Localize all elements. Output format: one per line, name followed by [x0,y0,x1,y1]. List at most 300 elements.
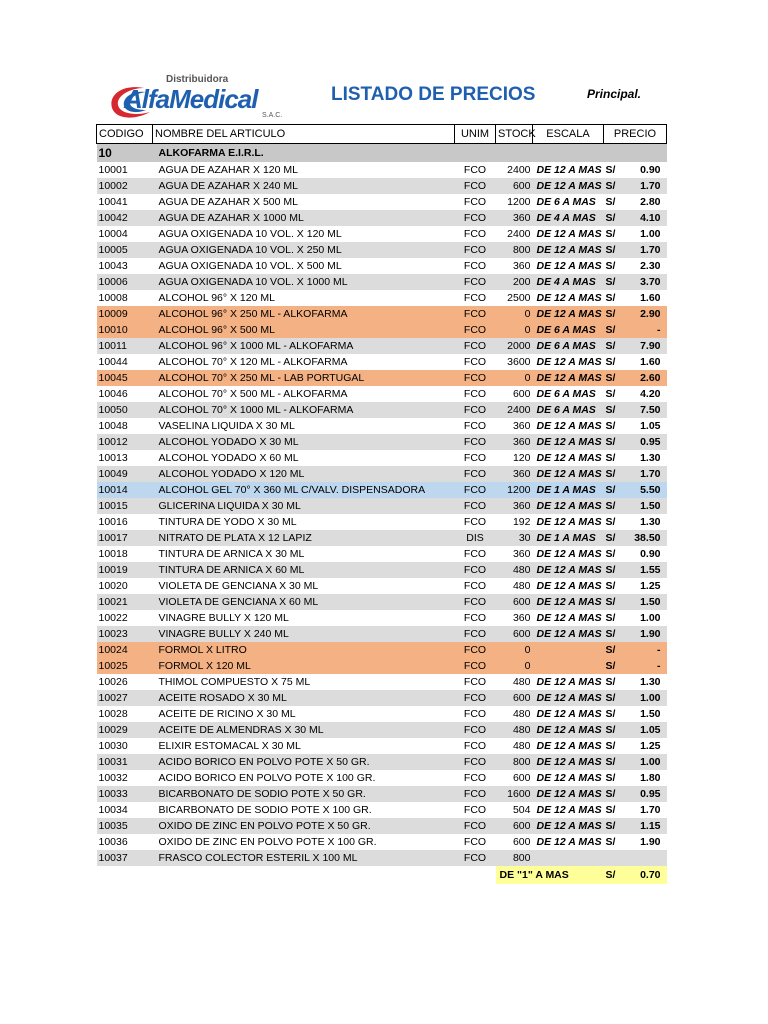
cell-unim: FCO [463,804,487,816]
cell-unim: FCO [455,466,496,482]
cell-price: 1.55 [626,562,667,578]
table-row [97,818,667,834]
cell-escala: DE 12 A MAS [536,772,602,784]
cell-escala: DE 12 A MAS [533,498,604,514]
cell-stock: 800 [496,754,533,770]
table-row [97,690,667,706]
cell-stock: 2400 [507,164,531,176]
cell-currency: S/ [604,530,626,546]
cell-price: 1.00 [640,228,661,240]
cell-currency: S/ [604,498,626,514]
cell-currency: S/ [605,420,616,432]
cell-name: ACIDO BORICO EN POLVO POTE X 100 GR. [158,772,376,784]
table-row [97,706,667,722]
cell-name: FORMOL X LITRO [153,642,455,658]
cell-code: 10027 [97,690,153,706]
cell-name: ALCOHOL 96° X 1000 ML - ALKOFARMA [153,338,455,354]
cell-unim: FCO [463,708,487,720]
cell-currency: S/ [604,274,626,290]
table-row [97,626,667,642]
cell-name: VIOLETA DE GENCIANA X 30 ML [158,580,319,592]
cell-name: TINTURA DE YODO X 30 ML [158,516,297,528]
table-row [97,786,667,802]
cell-currency: S/ [605,772,616,784]
cell-unim: FCO [455,754,496,770]
cell-code: 10041 [98,196,128,208]
cell-unim: FCO [455,642,496,658]
cell-unim: FCO [463,196,487,208]
cell-unim: FCO [455,658,496,674]
cell-currency: S/ [604,242,626,258]
cell-stock: 600 [496,178,533,194]
cell-code: 10001 [98,164,128,176]
cell-stock: 200 [496,274,533,290]
cell-name: AGUA OXIGENADA 10 VOL. X 250 ML [153,242,455,258]
cell-unim: FCO [463,676,487,688]
cell-escala: DE 1 A MAS [533,530,604,546]
cell-stock: 2400 [496,402,533,418]
cell-code: 10006 [97,274,153,290]
cell-price: 0.90 [640,548,661,560]
cell-unim: FCO [455,850,496,866]
table-row [97,754,667,770]
cell-code: 10016 [98,516,128,528]
cell-stock: 360 [512,548,531,560]
cell-stock: 0 [496,370,533,386]
cell-unim: FCO [455,722,496,738]
cell-currency: S/ [604,434,626,450]
cell-currency: S/ [604,210,626,226]
cell-stock: 0 [496,642,533,658]
cell-stock: 600 [512,388,531,400]
cell-unim: FCO [455,594,496,610]
table-row [97,482,667,498]
cell-name: BICARBONATO DE SODIO POTE X 100 GR. [158,804,372,816]
cell-escala: DE 12 A MAS [533,626,604,642]
cell-stock: 480 [512,740,531,752]
cell-currency: S/ [605,516,616,528]
cell-stock: 360 [512,420,531,432]
page-title: LISTADO DE PRECIOS [331,84,536,105]
cell-price: 1.90 [640,836,661,848]
cell-name: TINTURA DE ARNICA X 30 ML [158,548,305,560]
branch-label: Principal. [587,87,642,101]
cell-code: 10024 [97,642,153,658]
cell-name: THIMOL COMPUESTO X 75 ML [158,676,311,688]
cell-escala: DE 12 A MAS [533,178,604,194]
cell-stock: 360 [512,612,531,624]
cell-unim: FCO [455,786,496,802]
cell-escala: DE 12 A MAS [533,786,604,802]
cell-stock: 504 [512,804,531,816]
cell-name: FORMOL X 120 ML [153,658,455,674]
cell-price: 38.50 [626,530,667,546]
cell-code: 10049 [97,466,153,482]
cell-stock: 1200 [496,482,533,498]
cell-code: 10008 [98,292,128,304]
cell-escala: DE 12 A MAS [536,740,602,752]
cell-code: 10043 [98,260,128,272]
table-row [97,514,667,530]
cell-stock: 600 [512,836,531,848]
cell-stock: 120 [512,452,531,464]
cell-price: 1.70 [626,242,667,258]
cell-stock: 360 [496,498,533,514]
col-header-unim: UNIM [455,125,496,144]
col-header-codigo: CODIGO [97,125,153,144]
cell-price: - [626,322,667,338]
cell-code: 10019 [97,562,153,578]
cell-price: 2.60 [626,370,667,386]
cell-price: 1.00 [626,690,667,706]
cell-name: VINAGRE BULLY X 240 ML [153,626,455,642]
cell-escala: DE 12 A MAS [536,836,602,848]
cell-currency: S/ [604,402,626,418]
cell-price: 1.50 [626,594,667,610]
cell-unim: FCO [455,818,496,834]
table-row [97,466,667,482]
cell-price: 3.70 [626,274,667,290]
cell-escala: DE 4 A MAS [533,274,604,290]
cell-escala: DE 12 A MAS [533,722,604,738]
price-table [96,124,667,884]
cell-escala: DE 6 A MAS [533,322,604,338]
cell-currency: S/ [604,626,626,642]
cell-stock: 360 [496,466,533,482]
cell-escala: DE 12 A MAS [536,580,602,592]
cell-name: ACEITE ROSADO X 30 ML [153,690,455,706]
table-row [97,850,667,866]
cell-stock: 600 [496,626,533,642]
cell-currency: S/ [605,196,616,208]
cell-price: - [626,642,667,658]
footer-spacer [97,866,496,884]
cell-escala [533,642,604,658]
cell-price: 7.90 [626,338,667,354]
cell-price: 1.60 [640,292,661,304]
cell-currency: S/ [604,178,626,194]
cell-stock: 360 [512,260,531,272]
cell-code: 10023 [97,626,153,642]
cell-unim: FCO [455,690,496,706]
cell-price: 4.10 [626,210,667,226]
table-row [97,450,667,466]
cell-code: 10037 [97,850,153,866]
cell-price [626,850,667,866]
logo-brand-name: AlfaMedical [124,84,258,114]
cell-code: 10046 [98,388,128,400]
cell-escala: DE 12 A MAS [536,356,602,368]
cell-name: VASELINA LIQUIDA X 30 ML [158,420,295,432]
table-row [97,322,667,338]
cell-unim: FCO [463,420,487,432]
cell-name: ALCOHOL GEL 70° X 360 ML C/VALV. DISPENSADORA [153,482,455,498]
cell-currency: S/ [605,356,616,368]
cell-stock: 800 [496,242,533,258]
cell-stock: 480 [512,676,531,688]
cell-price: 4.20 [640,388,661,400]
cell-code: 10026 [98,676,128,688]
footer-escala: DE "1" A MAS [496,866,604,884]
cell-price: 2.90 [626,306,667,322]
table-row [97,178,667,194]
cell-escala: DE 12 A MAS [533,434,604,450]
cell-currency: S/ [605,612,616,624]
table-row [97,722,667,738]
cell-stock: 0 [496,306,533,322]
cell-stock: 480 [496,722,533,738]
cell-currency: S/ [604,370,626,386]
cell-currency: S/ [604,642,626,658]
col-header-precio: PRECIO [604,125,667,144]
cell-price: 1.30 [640,452,661,464]
cell-currency: S/ [605,580,616,592]
logo-sac: S.A.C. [262,112,283,119]
cell-price: 1.70 [640,804,661,816]
cell-unim: FCO [463,356,487,368]
group-name: ALKOFARMA E.I.R.L. [153,144,667,163]
cell-name: OXIDO DE ZINC EN POLVO POTE X 100 GR. [158,836,377,848]
cell-name: ALCOHOL 70° X 250 ML - LAB PORTUGAL [153,370,455,386]
cell-price: 1.15 [626,818,667,834]
cell-code: 10013 [98,452,128,464]
cell-escala: DE 12 A MAS [536,452,602,464]
cell-name: NITRATO DE PLATA X 12 LAPIZ [153,530,455,546]
cell-code: 10032 [98,772,128,784]
cell-escala: DE 12 A MAS [536,228,602,240]
cell-stock: 2500 [507,292,531,304]
cell-price: 1.50 [640,708,661,720]
col-header-nombre: NOMBRE DEL ARTICULO [153,125,455,144]
cell-escala: DE 6 A MAS [533,402,604,418]
cell-escala: DE 12 A MAS [533,306,604,322]
cell-unim: FCO [455,482,496,498]
cell-unim: FCO [455,210,496,226]
cell-name: AGUA DE AZAHAR X 500 ML [158,196,298,208]
table-row [97,834,667,850]
footer-price: 0.70 [626,866,667,884]
cell-currency: S/ [605,228,616,240]
cell-currency: S/ [605,292,616,304]
table-row [97,162,667,178]
cell-unim: FCO [455,274,496,290]
cell-currency: S/ [604,690,626,706]
cell-unim: FCO [463,516,487,528]
table-row [97,562,667,578]
cell-unim: FCO [455,562,496,578]
cell-stock: 480 [512,708,531,720]
cell-currency: S/ [604,482,626,498]
cell-escala: DE 12 A MAS [533,466,604,482]
table-row [97,226,667,242]
cell-escala: DE 1 A MAS [533,482,604,498]
table-row [97,418,667,434]
cell-price: 0.90 [640,164,661,176]
table-row [97,370,667,386]
table-row [97,402,667,418]
cell-currency: S/ [605,452,616,464]
cell-stock: 1200 [507,196,531,208]
cell-stock: 600 [496,690,533,706]
cell-price: 1.25 [640,580,661,592]
cell-name: ACEITE DE ALMENDRAS X 30 ML [153,722,455,738]
cell-code: 10030 [98,740,128,752]
cell-currency: S/ [604,322,626,338]
cell-price: 1.90 [626,626,667,642]
cell-unim: FCO [455,338,496,354]
cell-name: ALCOHOL 96° X 500 ML [153,322,455,338]
cell-price: 1.00 [640,612,661,624]
cell-code: 10028 [98,708,128,720]
table-row [97,578,667,594]
cell-code: 10048 [98,420,128,432]
group-row [97,144,667,163]
cell-price: 1.25 [640,740,661,752]
cell-code: 10011 [97,338,153,354]
cell-name: OXIDO DE ZINC EN POLVO POTE X 50 GR. [153,818,455,834]
cell-code: 10045 [97,370,153,386]
cell-name: ACIDO BORICO EN POLVO POTE X 50 GR. [153,754,455,770]
cell-currency: S/ [605,740,616,752]
cell-stock: 600 [512,772,531,784]
cell-escala: DE 12 A MAS [536,260,602,272]
cell-currency: S/ [605,836,616,848]
cell-code: 10044 [98,356,128,368]
cell-code: 10014 [97,482,153,498]
cell-escala: DE 12 A MAS [536,612,602,624]
cell-stock: 0 [496,658,533,674]
group-code: 10 [97,144,153,163]
cell-name: ALCOHOL 70° X 120 ML - ALKOFARMA [158,356,348,368]
cell-code: 10022 [98,612,128,624]
cell-currency: S/ [605,804,616,816]
cell-price: 2.30 [640,260,661,272]
cell-currency: S/ [604,658,626,674]
cell-name: ALCOHOL 96° X 250 ML - ALKOFARMA [153,306,455,322]
table-row [97,274,667,290]
cell-name: GLICERINA LIQUIDA X 30 ML [153,498,455,514]
cell-name: ALCOHOL 70° X 1000 ML - ALKOFARMA [153,402,455,418]
cell-code: 10002 [97,178,153,194]
cell-name: VIOLETA DE GENCIANA X 60 ML [153,594,455,610]
table-row [97,546,667,562]
cell-escala: DE 12 A MAS [536,548,602,560]
cell-unim: FCO [455,370,496,386]
cell-unim: FCO [455,242,496,258]
cell-unim: FCO [463,292,487,304]
cell-name: ALCOHOL 96° X 120 ML [158,292,275,304]
cell-unim: FCO [463,164,487,176]
cell-unim: FCO [463,548,487,560]
cell-price: 1.05 [626,722,667,738]
cell-code: 10035 [97,818,153,834]
table-row [97,530,667,546]
cell-unim: FCO [455,178,496,194]
cell-escala: DE 12 A MAS [536,164,602,176]
cell-price: 1.70 [626,466,667,482]
cell-stock: 3600 [507,356,531,368]
cell-name: ELIXIR ESTOMACAL X 30 ML [158,740,301,752]
table-row [97,354,667,370]
col-header-escala: ESCALA [533,125,604,144]
table-row [97,642,667,658]
cell-price: 0.95 [626,434,667,450]
table-row [97,242,667,258]
cell-escala: DE 12 A MAS [533,754,604,770]
cell-stock: 360 [496,434,533,450]
cell-code: 10025 [97,658,153,674]
cell-stock: 600 [496,594,533,610]
cell-unim: FCO [463,228,487,240]
table-row [97,498,667,514]
cell-code: 10017 [97,530,153,546]
cell-stock: 600 [496,818,533,834]
table-row [97,802,667,818]
cell-name: ALCOHOL YODADO X 30 ML [153,434,455,450]
cell-price: 7.50 [626,402,667,418]
cell-name: ALCOHOL YODADO X 120 ML [153,466,455,482]
cell-escala [533,850,604,866]
cell-stock: 2400 [507,228,531,240]
cell-name: AGUA OXIGENADA 10 VOL. X 1000 ML [153,274,455,290]
cell-currency [604,850,626,866]
cell-currency: S/ [604,466,626,482]
table-row [97,338,667,354]
cell-currency: S/ [605,676,616,688]
cell-name: AGUA DE AZAHAR X 240 ML [153,178,455,194]
footer-currency: S/ [604,866,626,884]
cell-code: 10020 [98,580,128,592]
cell-name: TINTURA DE ARNICA X 60 ML [153,562,455,578]
table-row [97,434,667,450]
cell-currency: S/ [604,786,626,802]
cell-currency: S/ [604,562,626,578]
cell-price: 2.80 [640,196,661,208]
cell-unim: FCO [463,612,487,624]
cell-name: VINAGRE BULLY X 120 ML [158,612,289,624]
cell-code: 10031 [97,754,153,770]
cell-currency: S/ [605,708,616,720]
col-header-stock: STOCK [496,125,533,144]
cell-escala: DE 12 A MAS [536,708,602,720]
table-row [97,210,667,226]
cell-code: 10029 [97,722,153,738]
cell-stock: 0 [496,322,533,338]
cell-code: 10009 [97,306,153,322]
cell-name: FRASCO COLECTOR ESTERIL X 100 ML [153,850,455,866]
table-row [97,258,667,274]
cell-name: AGUA OXIGENADA 10 VOL. X 500 ML [158,260,342,272]
cell-currency: S/ [605,164,616,176]
cell-name: ALCOHOL 70° X 500 ML - ALKOFARMA [158,388,348,400]
cell-unim: DIS [455,530,496,546]
cell-price: 1.30 [640,676,661,688]
cell-unim: FCO [455,402,496,418]
cell-code: 10018 [98,548,128,560]
cell-unim: FCO [463,260,487,272]
cell-unim: FCO [463,836,487,848]
table-header-row [97,125,667,144]
cell-escala: DE 12 A MAS [533,562,604,578]
cell-currency: S/ [604,722,626,738]
cell-price: - [626,658,667,674]
cell-unim: FCO [455,498,496,514]
cell-escala: DE 12 A MAS [533,818,604,834]
cell-currency: S/ [605,548,616,560]
cell-price: 1.05 [640,420,661,432]
cell-stock: 1600 [496,786,533,802]
cell-unim: FCO [455,626,496,642]
